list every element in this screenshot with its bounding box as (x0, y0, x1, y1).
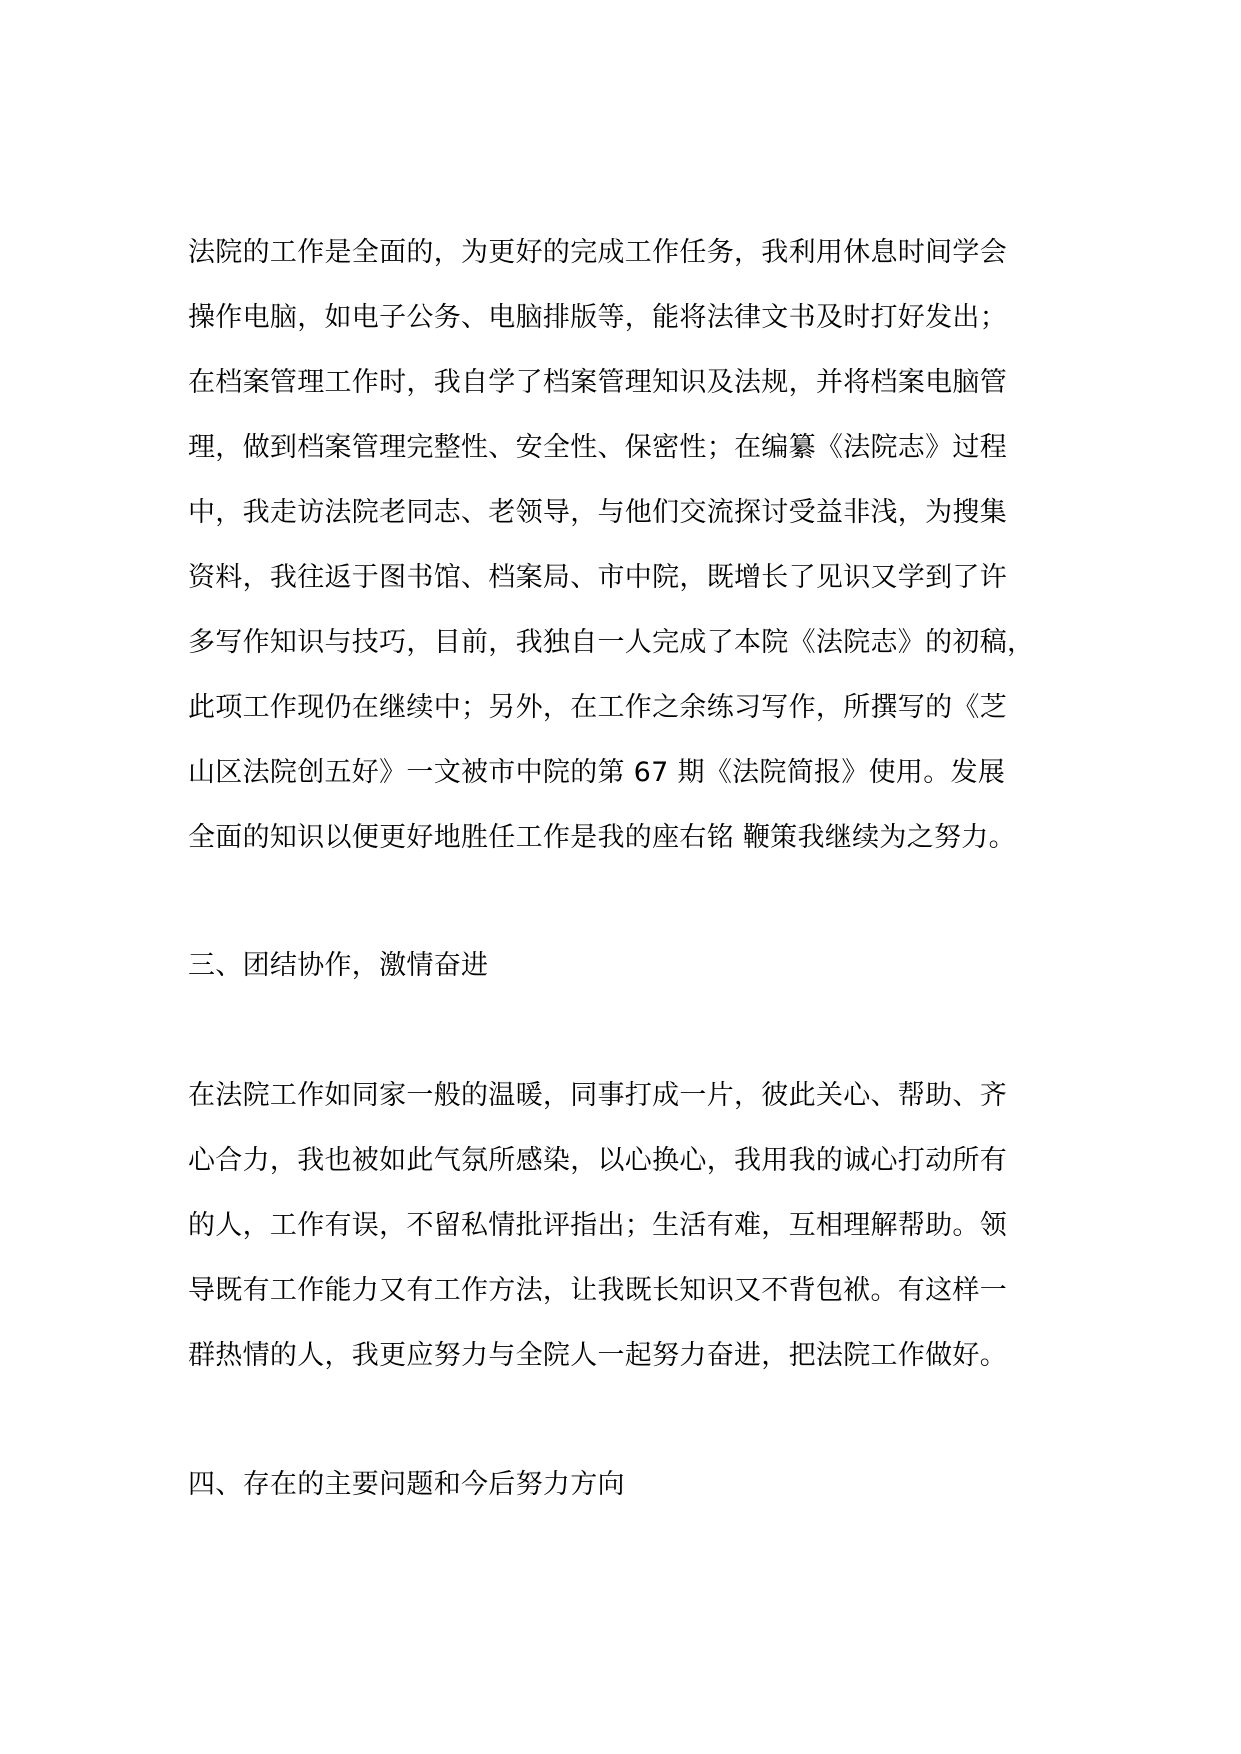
paragraph-2-line: 在法院工作如同家一般的温暖，同事打成一片，彼此关心、帮助、齐 (188, 1080, 1007, 1111)
paragraph-1-line: 理，做到档案管理完整性、安全性、保密性；在编纂《法院志》过程 (188, 432, 1007, 463)
paragraph-1-line: 资料，我往返于图书馆、档案局、市中院，既增长了见识又学到了许 (188, 562, 1007, 593)
section-heading-3: 三、团结协作，激情奋进 (188, 950, 489, 981)
paragraph-1-line: 操作电脑，如电子公务、电脑排版等，能将法律文书及时打好发出； (188, 302, 1007, 333)
paragraph-1-line: 多写作知识与技巧，目前，我独自一人完成了本院《法院志》的初稿， (188, 627, 1035, 658)
paragraph-2-line: 导既有工作能力又有工作方法，让我既长知识又不背包袱。有这样一 (188, 1275, 1007, 1306)
paragraph-2-line: 群热情的人，我更应努力与全院人一起努力奋进，把法院工作做好。 (188, 1340, 1007, 1371)
paragraph-2-line: 心合力，我也被如此气氛所感染，以心换心，我用我的诚心打动所有 (188, 1145, 1007, 1176)
paragraph-1-line: 山区法院创五好》一文被市中院的第 67 期《法院简报》使用。发展 (188, 757, 1006, 788)
section-heading-4: 四、存在的主要问题和今后努力方向 (188, 1469, 625, 1500)
paragraph-1-line: 法院的工作是全面的，为更好的完成工作任务，我利用休息时间学会 (188, 237, 1007, 268)
paragraph-2-line: 的人，工作有误，不留私情批评指出；生活有难，互相理解帮助。领 (188, 1210, 1007, 1241)
paragraph-1-line: 全面的知识以便更好地胜任工作是我的座右铭 鞭策我继续为之努力。 (188, 822, 1016, 853)
paragraph-1-line: 此项工作现仍在继续中；另外，在工作之余练习写作，所撰写的《芝 (188, 692, 1007, 723)
paragraph-1-line: 中，我走访法院老同志、老领导，与他们交流探讨受益非浅，为搜集 (188, 497, 1007, 528)
paragraph-1-line: 在档案管理工作时，我自学了档案管理知识及法规，并将档案电脑管 (188, 367, 1007, 398)
